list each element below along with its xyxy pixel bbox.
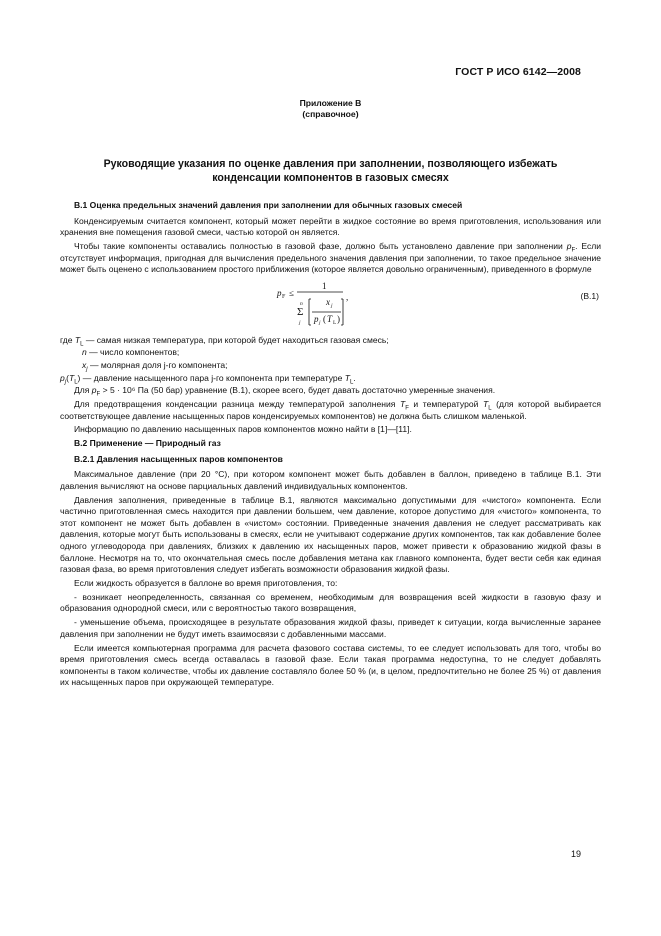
- symbol-definitions: [60, 335, 601, 384]
- standard-header: ГОСТ Р ИСО 6142—2008: [455, 66, 581, 78]
- formula-x: x: [326, 296, 330, 307]
- formula-graphic: [60, 279, 601, 329]
- section-b21-paragraph-4: Если имеется компьютерная программа для расчета фазового состава системы, то ее следует использовать для того, чтобы во время приготовления смесь всегда оставалась в газовой фазе. Если такая программа недоступна, то не следует добавлять компоненты в таком количестве, чтобы их давление составляло более 50 % (и, в целом, предпочтительно не более 25 %) от давления их насыщенных паров при окружающей температуре.: [60, 642, 601, 688]
- svg-text:): ): [337, 313, 340, 324]
- svg-text:(: (: [323, 313, 326, 324]
- definition-n: n — число компонентов;: [82, 347, 180, 358]
- formula-numerator: 1: [322, 280, 327, 291]
- formula-sum: Σ: [297, 305, 304, 318]
- formula-le: ≤: [289, 287, 294, 298]
- formula-pf-sub: F: [282, 293, 286, 300]
- title-line-2: конденсации компонентов в газовых смесях: [212, 172, 449, 184]
- formula-pf-symbol: p: [277, 287, 282, 298]
- formula-left-bracket: [309, 299, 311, 325]
- formula-pj-sub: j: [319, 319, 321, 326]
- section-b21-paragraph-1: Максимальное давление (при 20 °С), при котором компонент может быть добавлен в баллон, приведено в таблице В.1. Эти давления вычисляют на основе парциальных давлений индивидуальных компонентов.: [60, 469, 601, 491]
- section-b21-paragraph-2: Давления заполнения, приведенные в таблице В.1, являются максимально допустимыми для «чистого» компонента. Если частично приготовленная смесь находится при давлении большем, чем давление, которое допустимо для «чистого» компонента, то этот компонент не может быть добавлен в «чистом» состоянии. Приведенные значения давления не следует рассматривать как давления, которые могут быть использованы в смесях, если не учитывают содержание других компонентов, так как добавление более одного углеводорода при давлениях, близких к давлению их насыщенных паров, может привести к образованию жидкой фазы в баллоне. Несмотря на то, что окончательная смесь после добавления метана как главного компонента, будет вести себя как единая газовая фаза, во время приготовления следует избегать возможности образования жидкой фазы.: [60, 494, 601, 575]
- page-number: 19: [570, 849, 581, 859]
- section-b1-paragraph-2: Чтобы такие компоненты оставались полностью в газовой фазе, должно быть установлено давление при заполнении $p_F$. Если отсутствует информация, пригодная для вычисления предельного значения давления при заполнении, то такое предельное значение может быть оценено с использованием простого приближения (которое является довольно ограниченным), приведенного в формуле: [60, 240, 602, 275]
- definition-tl: где $T_L$ — самая низкая температура, при которой будет находиться газовая смесь;: [60, 334, 389, 348]
- list-item-2: - уменьшение объема, происходящее в результате образования жидкой фазы, приведет к ситуации, когда вычисленные заранее давления при заполнении не будут иметь взаимосвязи с добавленными массами.: [60, 617, 601, 639]
- formula-right-bracket: [341, 299, 343, 325]
- equation-number: (В.1): [580, 290, 599, 301]
- definition-p: $p_j(T_L)$ — давление насыщенного пара j-го компонента при температуре $T_L$.: [60, 372, 356, 386]
- formula-tl-sub: L: [333, 319, 337, 326]
- section-b1-paragraph-1: Конденсируемым считается компонент, который может перейти в жидкое состояние во время приготовления, использования или хранения вне помещения газовой смеси, частью которой он является.: [60, 215, 601, 238]
- formula-b1: [60, 279, 601, 329]
- formula-sum-lower: j: [299, 319, 301, 326]
- formula-pj: p: [314, 313, 319, 324]
- section-b1-paragraph-3: Для $p_F > 5 \cdot 10^6$ Па (50 бар) уравнение (В.1), скорее всего, будет давать достаточно умеренные значения.: [74, 385, 496, 398]
- section-b1-heading: В.1 Оценка предельных значений давления при заполнении для обычных газовых смесей: [74, 200, 463, 210]
- appendix-title: Приложение В: [299, 98, 362, 108]
- document-body: [60, 198, 601, 691]
- section-b2-heading: В.2 Применение — Природный газ: [74, 438, 221, 449]
- formula-x-sub: j: [331, 302, 333, 309]
- appendix-heading: [0, 98, 661, 120]
- section-b1-paragraph-4: Для предотвращения конденсации разница между температурой заполнения $T_F$ и температурой $T_L$ (для которой выбирается соответствующее давление насыщенных паров конденсируемых компонентов) не должна быть слишком маленькой.: [60, 398, 602, 421]
- appendix-kind: (справочное): [302, 109, 359, 119]
- section-b21-heading: В.2.1 Давления насыщенных паров компонентов: [74, 453, 283, 464]
- document-title: [60, 157, 601, 185]
- formula-tl: T: [327, 313, 333, 324]
- svg-text:,: ,: [346, 291, 349, 302]
- title-line-1: Руководящие указания по оценке давления при заполнении, позволяющего избежать: [103, 158, 558, 170]
- definition-x: $x_j$ — молярная доля j-го компонента;: [82, 359, 228, 373]
- formula-sum-upper: n: [300, 300, 303, 307]
- section-b1-paragraph-5: Информацию по давлению насыщенных паров компонентов можно найти в [1]—[11].: [74, 424, 412, 435]
- section-b21-paragraph-3: Если жидкость образуется в баллоне во время приготовления, то:: [74, 577, 338, 588]
- list-item-1: - возникает неопределенность, связанная со временем, необходимым для возвращения всей жидкости в газовую фазу и образования однородной смеси, или с вероятностью такого возвращения,: [60, 591, 601, 614]
